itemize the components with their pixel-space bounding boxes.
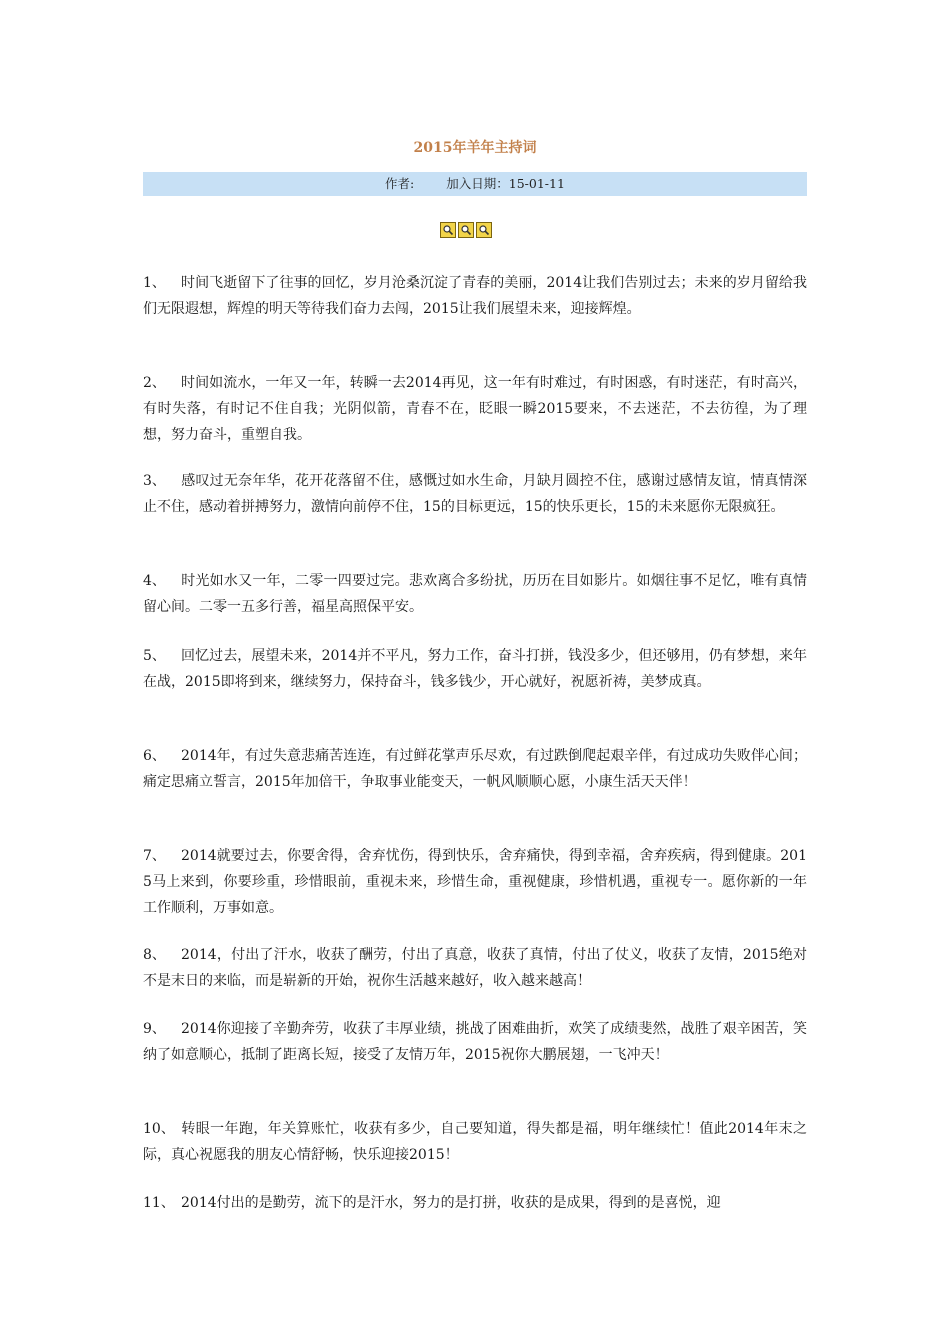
paragraph-number: 8、 — [143, 947, 166, 963]
zoom-icon[interactable] — [458, 222, 474, 238]
paragraph-text: 回忆过去，展望未来，2014并不平凡，努力工作，奋斗打拼，钱没多少，但还够用，仍有梦想，来年在战，2015即将到来，继续努力，保持奋斗，钱多钱少，开心就好，祝愿祈祷，美梦成真。 — [143, 648, 807, 690]
paragraph — [143, 643, 807, 695]
paragraph — [143, 270, 807, 322]
paragraph — [143, 568, 807, 620]
paragraph — [143, 743, 807, 795]
paragraph-text: 2014你迎接了辛勤奔劳，收获了丰厚业绩，挑战了困难曲折，欢笑了成绩斐然，战胜了艰辛困苦，笑纳了如意顺心，抵制了距离长短，接受了友情万年，2015祝你大鹏展翅，一飞冲天！ — [143, 1021, 807, 1063]
paragraph — [143, 942, 807, 994]
paragraph-number: 4、 — [143, 573, 166, 589]
paragraph — [143, 1116, 807, 1168]
paragraph-text: 感叹过无奈年华，花开花落留不住，感慨过如水生命，月缺月圆控不住，感谢过感情友谊，情真情深止不住，感动着拼搏努力，激情向前停不住，15的目标更远，15的快乐更长，15的未来愿你无限疯狂。 — [143, 473, 807, 515]
date-label: 加入日期：15-01-11 — [446, 176, 565, 191]
zoom-toolbar — [440, 222, 492, 238]
paragraph-text: 转眼一年跑，年关算账忙，收获有多少，自己要知道，得失都是福，明年继续忙！值此2014年末之际，真心祝愿我的朋友心情舒畅，快乐迎接2015！ — [143, 1121, 807, 1163]
paragraph-number: 2、 — [143, 375, 166, 391]
paragraph-text: 2014，付出了汗水，收获了酬劳，付出了真意，收获了真情，付出了仗义，收获了友情，2015绝对不是末日的来临，而是崭新的开始，祝你生活越来越好，收入越来越高！ — [143, 947, 807, 989]
paragraph-number: 10、 — [143, 1121, 175, 1137]
author-label: 作者: — [385, 176, 415, 191]
paragraph-text: 2014年，有过失意悲痛苦连连，有过鲜花掌声乐尽欢，有过跌倒爬起艰辛伴，有过成功失败伴心间；痛定思痛立誓言，2015年加倍干，争取事业能变天，一帆风顺顺心愿，小康生活天天伴！ — [143, 748, 807, 790]
paragraph — [143, 468, 807, 520]
paragraph — [143, 1190, 807, 1216]
paragraph-number: 6、 — [143, 748, 166, 764]
paragraph-text: 时光如水又一年，二零一四要过完。悲欢离合多纷扰，历历在目如影片。如烟往事不足忆，唯有真情留心间。二零一五多行善，福星高照保平安。 — [143, 573, 807, 615]
paragraph-number: 9、 — [143, 1021, 166, 1037]
paragraph-number: 11、 — [143, 1195, 175, 1211]
paragraph-number: 1、 — [143, 275, 166, 291]
paragraph-text: 时间如流水，一年又一年，转瞬一去2014再见，这一年有时难过，有时困惑，有时迷茫，有时高兴，有时失落，有时记不住自我；光阴似箭，青春不在，眨眼一瞬2015要来，不去迷茫，不去彷徨，为了理想，努力奋斗，重塑自我。 — [143, 375, 807, 443]
zoom-icon[interactable] — [476, 222, 492, 238]
paragraph-text: 2014就要过去，你要舍得，舍弃忧伤，得到快乐，舍弃痛快，得到幸福，舍弃疾病，得到健康。2015马上来到，你要珍重，珍惜眼前，重视未来，珍惜生命，重视健康，珍惜机遇，重视专一。愿你新的一年工作顺利，万事如意。 — [143, 848, 807, 916]
paragraph-number: 5、 — [143, 648, 166, 664]
article-title: 2015年羊年主持词 — [413, 140, 537, 156]
paragraph-text: 2014付出的是勤劳，流下的是汗水，努力的是打拼，收获的是成果，得到的是喜悦，迎 — [181, 1195, 721, 1211]
article-meta-bar — [143, 172, 807, 196]
paragraph — [143, 1016, 807, 1068]
paragraph-number: 7、 — [143, 848, 166, 864]
paragraph-text: 时间飞逝留下了往事的回忆，岁月沧桑沉淀了青春的美丽，2014让我们告别过去；未来的岁月留给我们无限遐想，辉煌的明天等待我们奋力去闯，2015让我们展望未来，迎接辉煌。 — [143, 275, 807, 317]
paragraph — [143, 370, 807, 448]
paragraph-number: 3、 — [143, 473, 166, 489]
paragraph — [143, 843, 807, 921]
zoom-icon[interactable] — [440, 222, 456, 238]
